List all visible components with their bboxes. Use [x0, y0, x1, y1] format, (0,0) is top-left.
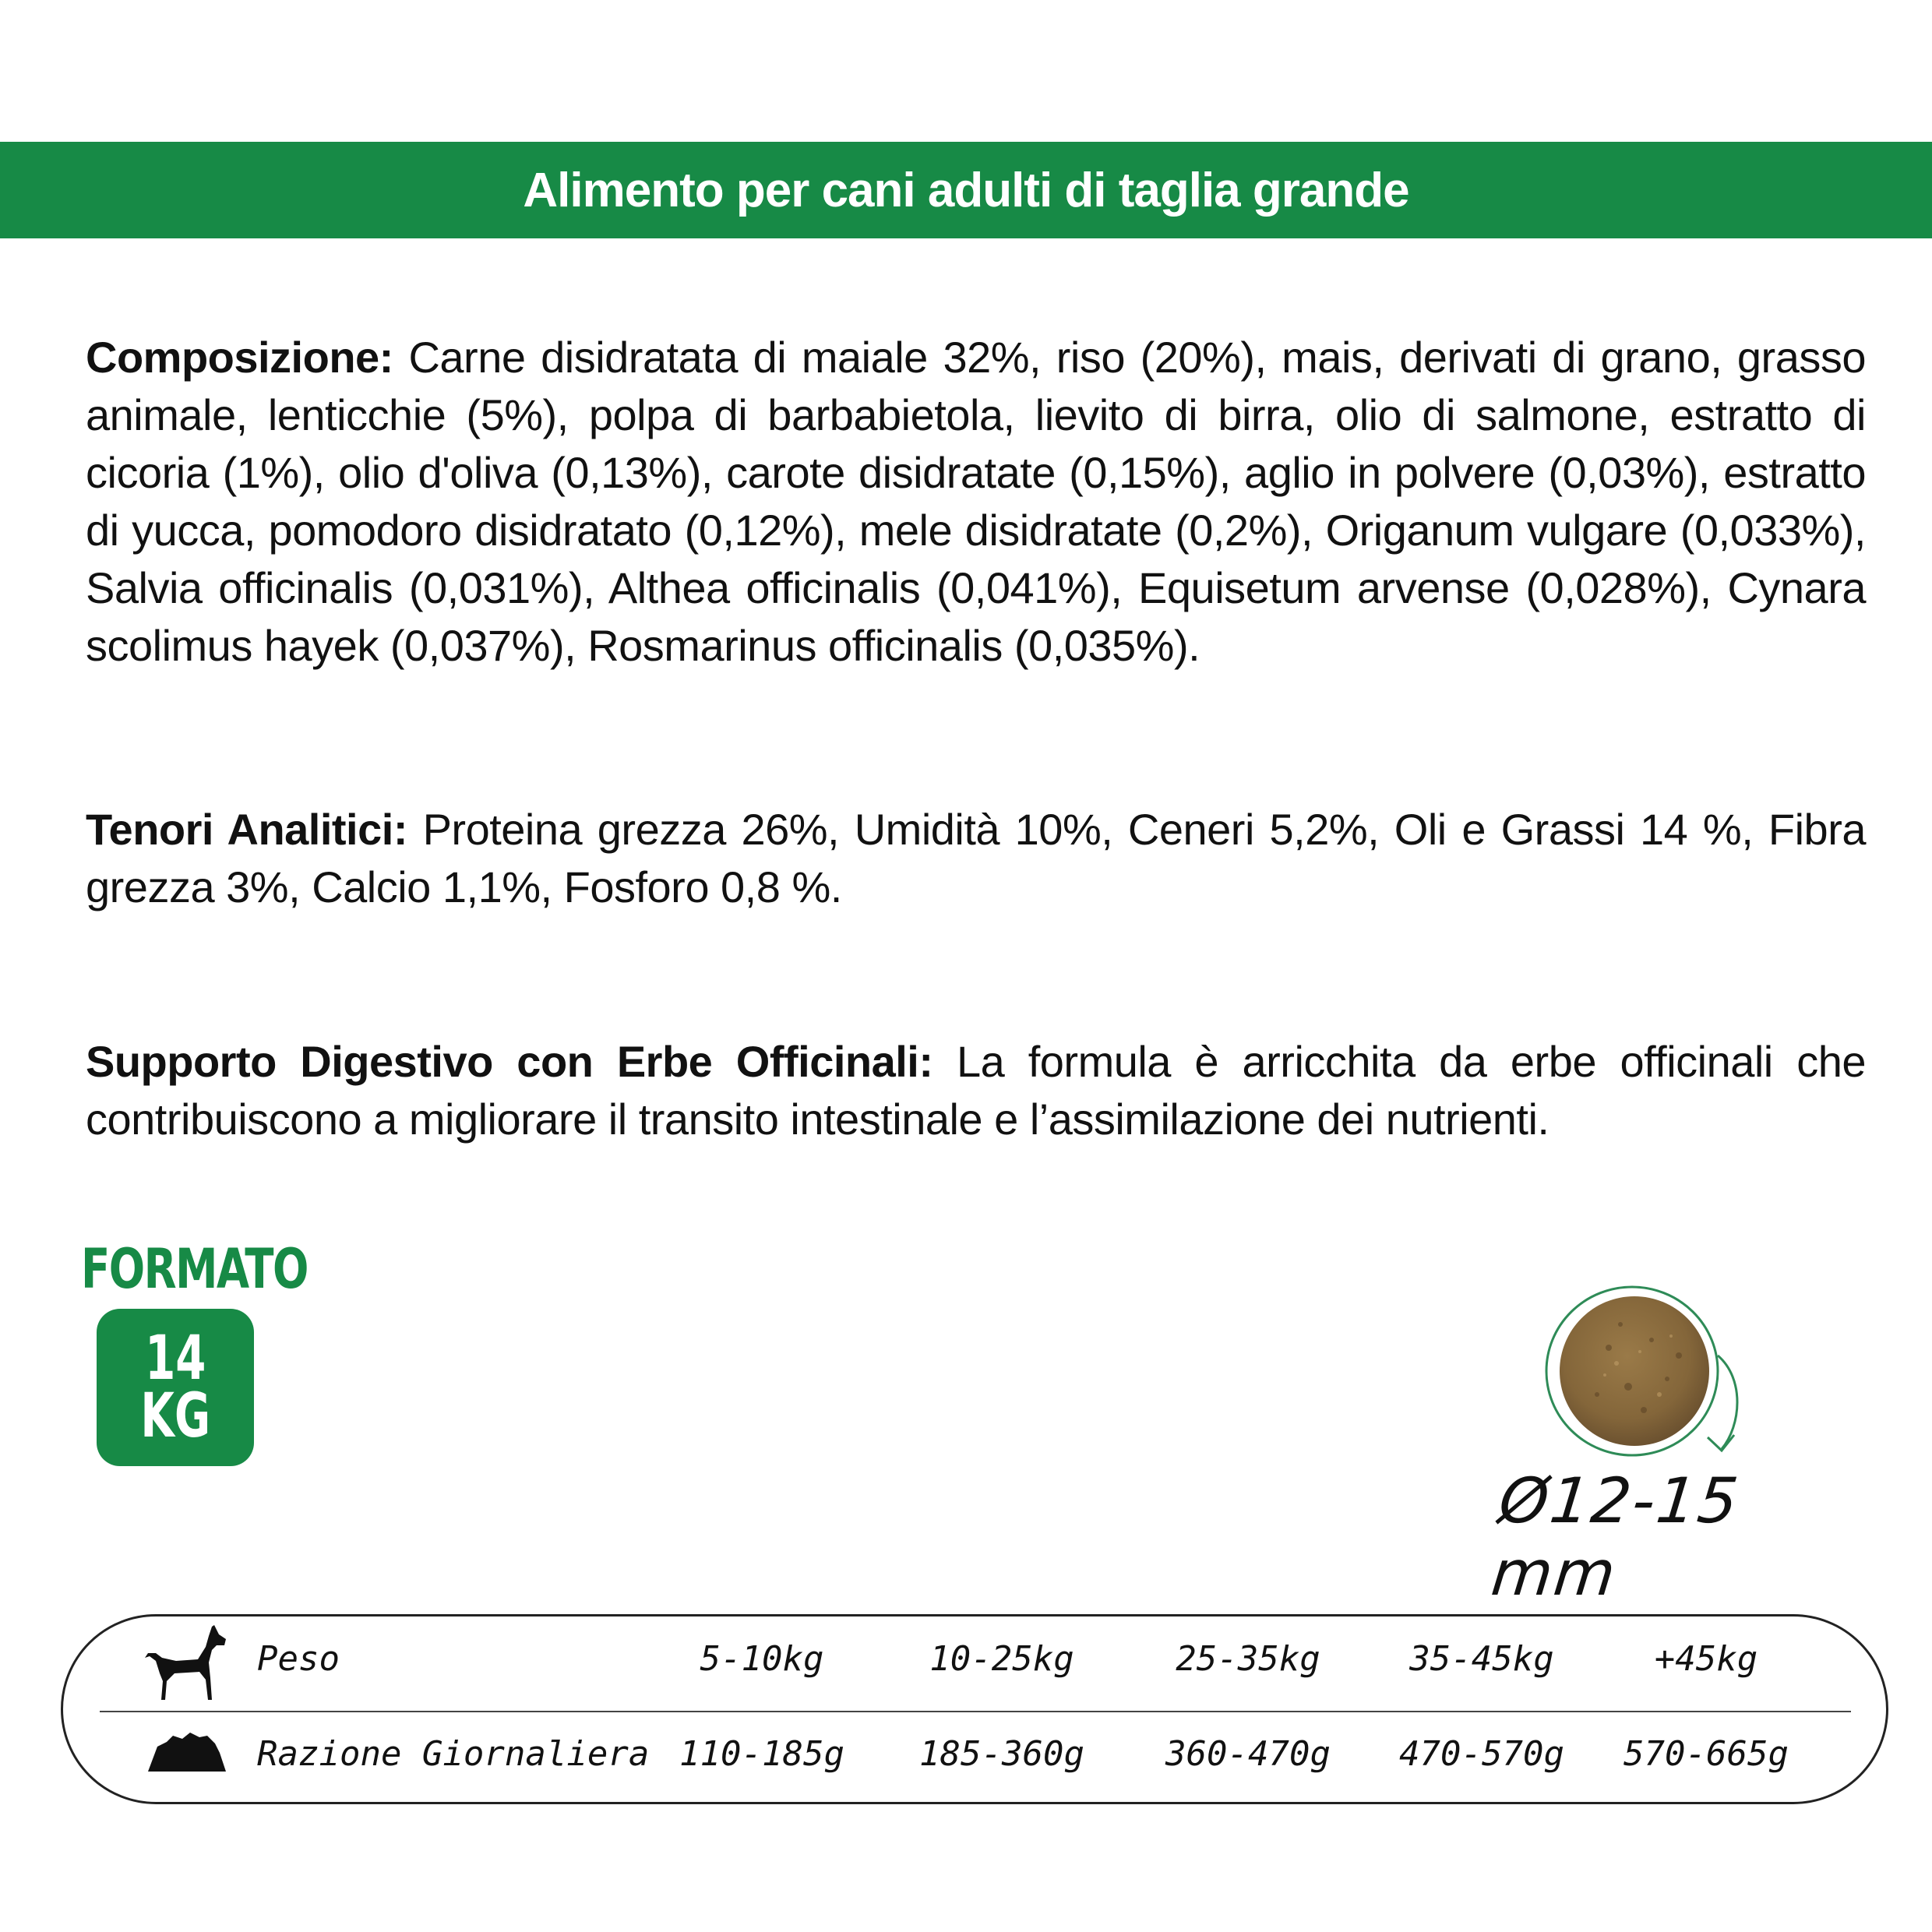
composition-text: Carne disidratata di maiale 32%, riso (20%), mais, derivati di grano, grasso animale, lenticchie (5%), polpa di barbabietola, lievito di birra, olio di salmone, estratto di cicoria (1%), olio d'oliva (0,13%), carote disidratate (0,15%), aglio in polvere (0,03%), estratto di yucca, pomodoro disidratato (0,12%), mele disidratate (0,2%), Origanum vulgare (0,033%), Salvia officinalis (0,031%), Althea officinalis (0,041%), Equisetum arvense (0,028%), Cynara scolimus hayek (0,037%), Rosmarinus officinalis (0,035%). [86, 333, 1866, 670]
digestive-text: La formula è arricchita da erbe officinali che contribuiscono a migliorare il transito intestinale e l’assimilazione dei nutrienti. [86, 1037, 1866, 1144]
format-label: FORMATO [81, 1237, 308, 1301]
kibble-size: Ø12-15 mm [1488, 1465, 1743, 1609]
table-divider [100, 1711, 1851, 1712]
ration-cell: 570-665g [1624, 1734, 1789, 1774]
header-banner [0, 142, 1932, 238]
food-pile-icon [146, 1731, 227, 1773]
ration-row-label: Razione Giornaliera [257, 1734, 650, 1774]
digestive-label: Supporto Digestivo con Erbe Officinali: [86, 1037, 933, 1086]
dog-icon [140, 1622, 234, 1703]
format-unit: KG [140, 1381, 210, 1451]
composition-label: Composizione: [86, 333, 393, 382]
analytic-text: Proteina grezza 26%, Umidità 10%, Ceneri 5,2%, Oli e Grassi 14 %, Fibra grezza 3%, Calcio 1,1%, Fosforo 0,8 %. [86, 805, 1866, 911]
weight-cell: +45kg [1654, 1639, 1758, 1679]
analytic-label: Tenori Analitici: [86, 805, 407, 854]
format-badge [97, 1309, 254, 1466]
weight-row-label: Peso [257, 1639, 340, 1679]
analytic-paragraph [86, 801, 1866, 916]
ration-cell: 470-570g [1399, 1734, 1564, 1774]
weight-cell: 10-25kg [929, 1639, 1074, 1679]
digestive-paragraph [86, 1033, 1866, 1148]
ration-cell: 360-470g [1165, 1734, 1331, 1774]
weight-cell: 5-10kg [700, 1639, 824, 1679]
ration-cell: 185-360g [919, 1734, 1084, 1774]
composition-paragraph [86, 329, 1866, 675]
page-title: Alimento per cani adulti di taglia grande [523, 163, 1409, 217]
format-value: 14 [144, 1324, 206, 1394]
weight-cell: 25-35kg [1176, 1639, 1320, 1679]
ration-cell: 110-185g [679, 1734, 844, 1774]
weight-cell: 35-45kg [1409, 1639, 1554, 1679]
